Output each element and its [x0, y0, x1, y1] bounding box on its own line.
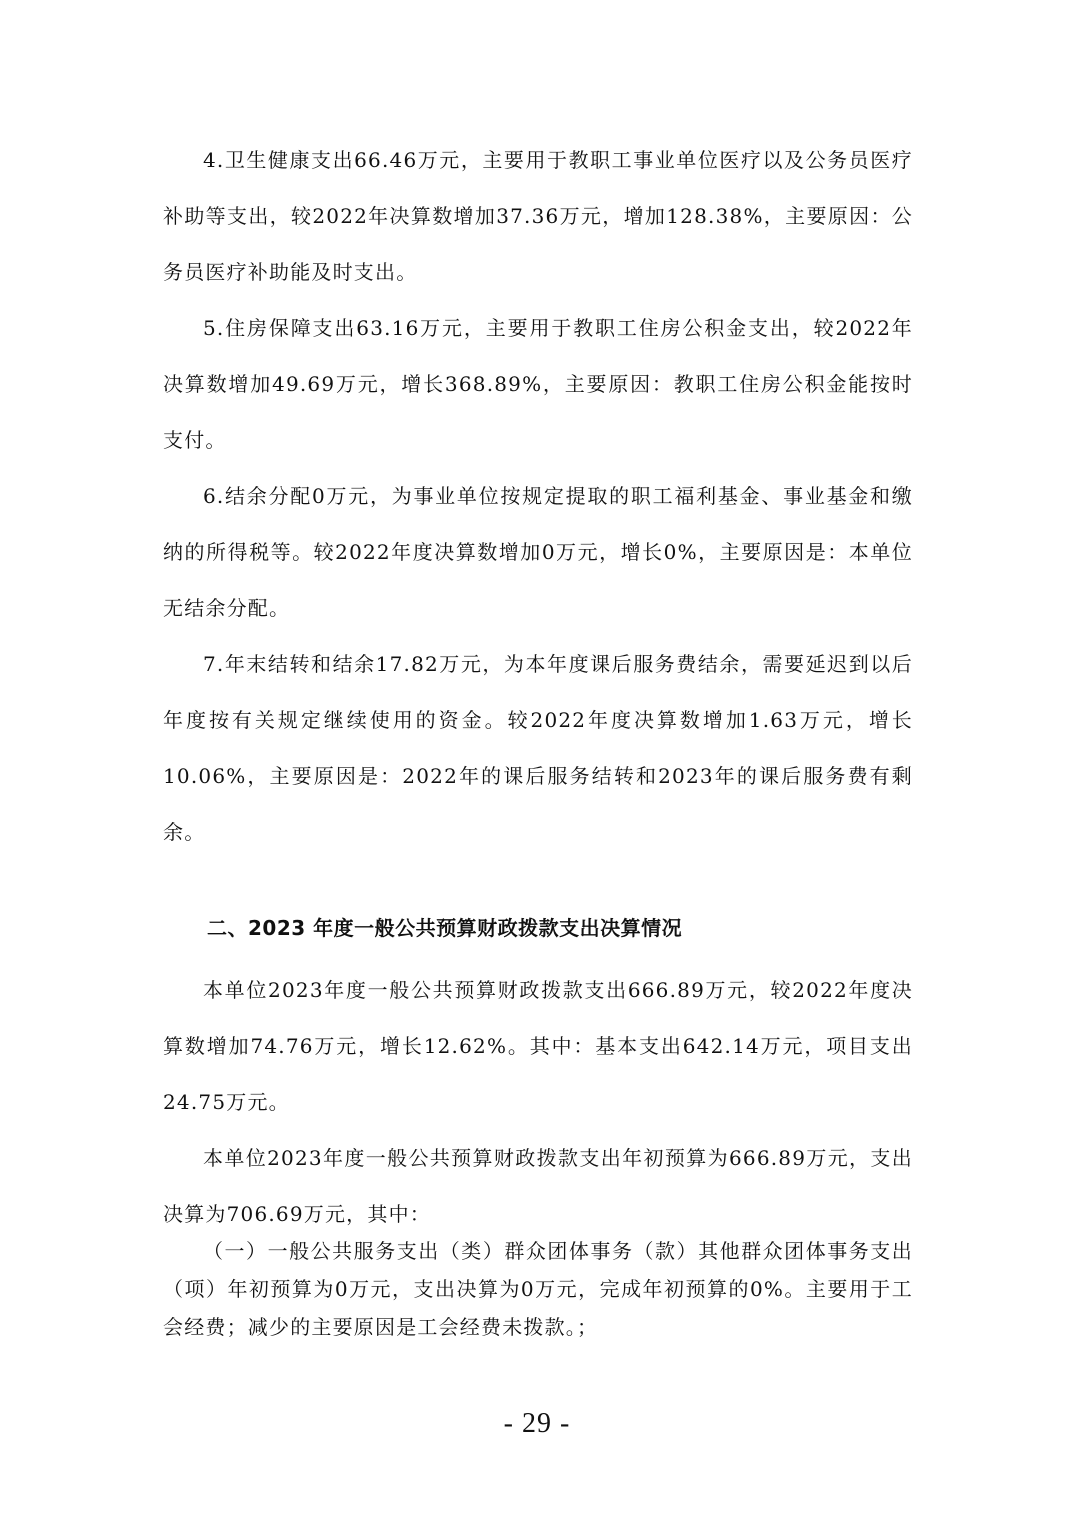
- paragraph-year-end-balance: 7.年末结转和结余17.82万元，为本年度课后服务费结余，需要延迟到以后年度按有关规定继续使用的资金。较2022年度决算数增加1.63万元，增长10.06%，主要原因是：2022年的课后服务结转和2023年的课后服务费有剩余。: [163, 652, 913, 844]
- page-number: - 29 -: [503, 1408, 571, 1439]
- paragraph-general-budget-summary: 本单位2023年度一般公共预算财政拨款支出666.89万元，较2022年度决算数增加74.76万元，增长12.62%。其中：基本支出642.14万元，项目支出24.75万元。: [163, 978, 913, 1114]
- section-heading: 二、2023 年度一般公共预算财政拨款支出决算情况: [207, 916, 683, 940]
- paragraph-general-budget-initial: 本单位2023年度一般公共预算财政拨款支出年初预算为666.89万元，支出决算为706.69万元，其中：: [163, 1146, 913, 1226]
- paragraph-surplus-distribution: 6.结余分配0万元，为事业单位按规定提取的职工福利基金、事业基金和缴纳的所得税等。较2022年度决算数增加0万元，增长0%，主要原因是：本单位无结余分配。: [163, 484, 913, 620]
- paragraph-public-services-item: （一）一般公共服务支出（类）群众团体事务（款）其他群众团体事务支出（项）年初预算为0万元，支出决算为0万元，完成年初预算的0%。主要用于工会经费；减少的主要原因是工会经费未拨款。；: [163, 1239, 913, 1339]
- paragraph-housing-expenditure: 5.住房保障支出63.16万元，主要用于教职工住房公积金支出，较2022年决算数增加49.69万元，增长368.89%，主要原因：教职工住房公积金能按时支付。: [163, 316, 913, 452]
- paragraph-health-expenditure: 4.卫生健康支出66.46万元，主要用于教职工事业单位医疗以及公务员医疗补助等支出，较2022年决算数增加37.36万元，增加128.38%，主要原因：公务员医疗补助能及时支出。: [163, 148, 913, 284]
